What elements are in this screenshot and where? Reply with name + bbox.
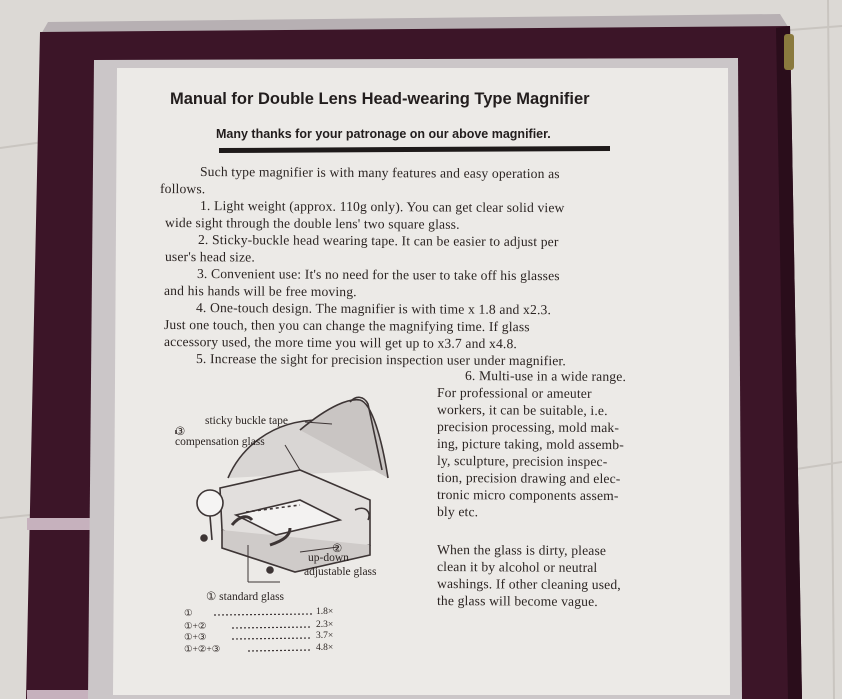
multiuse-line: tronic micro components assem- [436, 487, 619, 504]
combo-magnification: 2.3× [316, 620, 334, 630]
feature-line: 4. One-touch design. The magnifier is with time x 1.8 and x2.3. [195, 300, 552, 318]
cleaning-line: washings. If other cleaning used, [436, 576, 621, 593]
feature-line: Just one touch, then you can change the magnifying time. If glass [163, 317, 530, 335]
intro-line: follows. [159, 181, 206, 197]
multiuse-line: ly, sculpture, precision inspec- [436, 453, 608, 470]
compensation-glass-icon [197, 490, 223, 516]
manual-subtitle: Many thanks for your patronage on our above magnifier. [216, 127, 551, 141]
combo-magnification: 3.7× [316, 631, 334, 641]
feature-line: and his hands will be free moving. [163, 283, 357, 300]
feature-line: user's head size. [164, 249, 255, 265]
multiuse-line: precision processing, mold mak- [436, 419, 620, 436]
label-updown-number: ② [332, 543, 343, 555]
multiuse-line: ing, picture taking, mold assemb- [436, 436, 624, 453]
feature-line: 5. Increase the sight for precision inspection user under magnifier. [195, 351, 566, 369]
label-updown: up-down [308, 552, 349, 564]
multiuse-line: For professional or ameuter [436, 385, 592, 401]
combo-magnification: 1.8× [316, 607, 334, 617]
feature-line: 3. Convenient use: It's no need for the user to take off his glasses [196, 266, 560, 284]
cleaning-line: the glass will become vague. [436, 593, 598, 609]
feature-line: accessory used, the more time you will get up to x3.7 and x4.8. [163, 334, 518, 352]
feature-line: 2. Sticky-buckle head wearing tape. It can be easier to adjust per [197, 232, 559, 250]
label-standard-glass: ① standard glass [206, 591, 285, 603]
combo-magnification: 4.8× [316, 643, 334, 653]
combo-label: ①+② [184, 622, 207, 632]
label-compensation-number: ③ [175, 426, 186, 438]
multiuse-line: workers, it can be suitable, i.e. [436, 402, 608, 419]
cleaning-line: clean it by alcohol or neutral [436, 559, 598, 575]
label-adjustable-glass: adjustable glass [304, 566, 377, 578]
cleaning-line: When the glass is dirty, please [436, 542, 607, 559]
feature-line: 1. Light weight (approx. 110g only). You can get clear solid view [199, 198, 565, 216]
combo-label: ①+③ [184, 633, 207, 643]
multiuse-line: tion, precision drawing and elec- [436, 470, 621, 487]
manual-title: Manual for Double Lens Head-wearing Type Magnifier [170, 90, 590, 108]
feature-line: wide sight through the double lens' two square glass. [164, 215, 460, 232]
label-compensation-glass: compensation glass [175, 436, 265, 448]
multiuse-line: 6. Multi-use in a wide range. [464, 368, 627, 384]
combo-label: ① [184, 609, 193, 619]
combo-label: ①+②+③ [184, 645, 221, 655]
label-sticky-buckle-tape: sticky buckle tape [205, 415, 289, 427]
multiuse-line: bly etc. [436, 504, 479, 520]
intro-line: Such type magnifier is with many features and easy operation as [199, 164, 560, 182]
